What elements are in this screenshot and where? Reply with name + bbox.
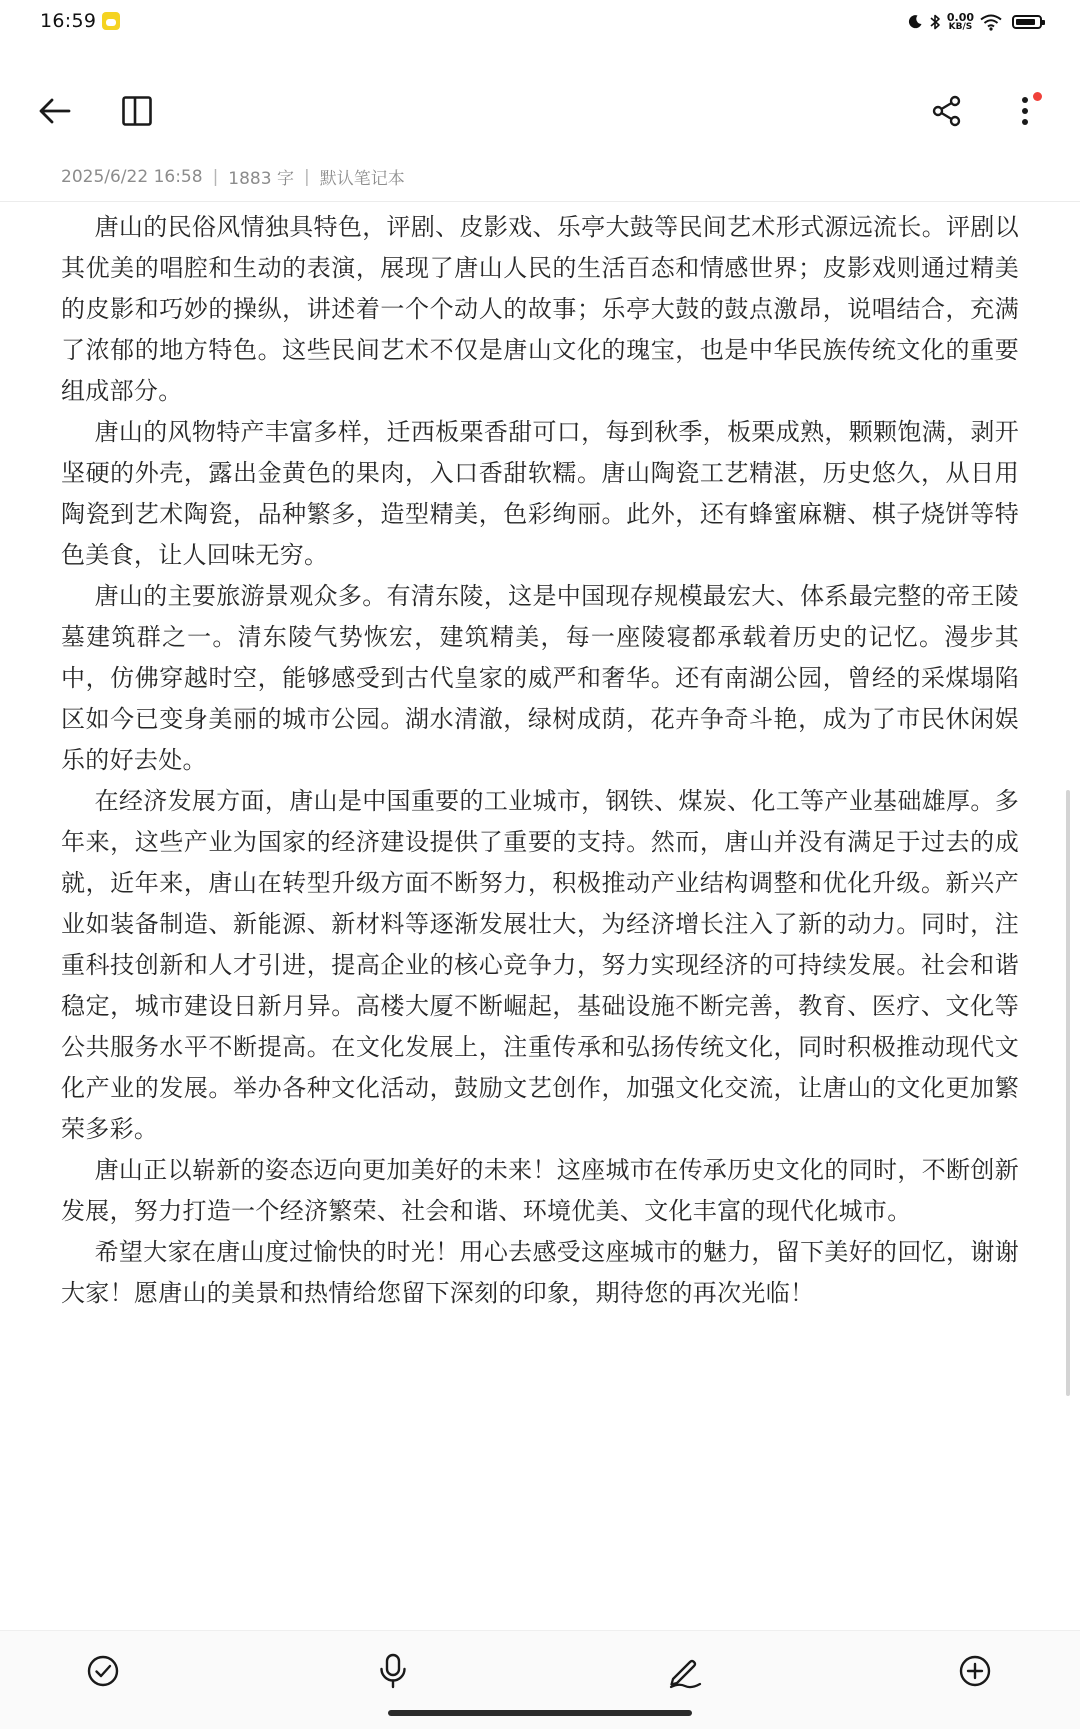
note-paragraph[interactable]: 唐山的民俗风情独具特色，评剧、皮影戏、乐亭大鼓等民间艺术形式源远流长。评剧以其优美的唱腔和生动的表演，展现了唐山人民的生活百态和情感世界；皮影戏则通过精美的皮影和巧妙的操纵，讲述着一个个动人的故事；乐亭大鼓的鼓点激昂，说唱结合，充满了浓郁的地方特色。这些民间艺术不仅是唐山文化的瑰宝，也是中华民族传统文化的重要组成部分。 bbox=[61, 213, 1019, 405]
note-body[interactable] bbox=[61, 207, 1019, 1314]
note-word-count: 1883 字 bbox=[228, 169, 294, 189]
note-paragraph[interactable]: 唐山的风物特产丰富多样，迁西板栗香甜可口，每到秋季，板栗成熟，颗颗饱满，剥开坚硬的外壳，露出金黄色的果肉，入口香甜软糯。唐山陶瓷工艺精湛，历史悠久，从日用陶瓷到艺术陶瓷，品种繁多，造型精美，色彩绚丽。此外，还有蜂蜜麻糖、棋子烧饼等特色美食，让人回味无穷。 bbox=[61, 418, 1019, 569]
add-button[interactable] bbox=[951, 1647, 999, 1695]
status-time: 16:59 bbox=[40, 10, 97, 32]
add-circle-icon bbox=[958, 1654, 992, 1688]
share-icon bbox=[931, 95, 963, 127]
handwriting-button[interactable] bbox=[661, 1647, 709, 1695]
share-button[interactable] bbox=[924, 88, 970, 134]
meta-separator: | bbox=[303, 166, 310, 187]
more-options-button[interactable] bbox=[1002, 88, 1048, 134]
bluetooth-icon bbox=[929, 13, 941, 31]
notification-dot bbox=[1033, 92, 1042, 101]
note-paragraph[interactable]: 在经济发展方面，唐山是中国重要的工业城市，钢铁、煤炭、化工等产业基础雄厚。多年来，这些产业为国家的经济建设提供了重要的支持。然而，唐山并没有满足于过去的成就，近年来，唐山在转型升级方面不断努力，积极推动产业结构调整和优化升级。新兴产业如装备制造、新能源、新材料等逐渐发展壮大，为经济增长注入了新的动力。同时，注重科技创新和人才引进，提高企业的核心竞争力，努力实现经济的可持续发展。社会和谐稳定，城市建设日新月异。高楼大厦不断崛起，基础设施不断完善，教育、医疗、文化等公共服务水平不断提高。在文化发展上，注重传承和弘扬传统文化，同时积极推动现代文化产业的发展。举办各种文化活动，鼓励文艺创作，加强文化交流，让唐山的文化更加繁荣多彩。 bbox=[61, 787, 1019, 1143]
note-paragraph[interactable]: 唐山的主要旅游景观众多。有清东陵，这是中国现存规模最宏大、体系最完整的帝王陵墓建筑群之一。清东陵气势恢宏，建筑精美，每一座陵寝都承载着历史的记忆。漫步其中，仿佛穿越时空，能够感受到古代皇家的威严和奢华。还有南湖公园，曾经的采煤塌陷区如今已变身美丽的城市公园。湖水清澈，绿树成荫，花卉争奇斗艳，成为了市民休闲娱乐的好去处。 bbox=[61, 582, 1019, 774]
note-toolbar bbox=[0, 80, 1080, 142]
back-arrow-icon bbox=[37, 93, 73, 129]
back-button[interactable] bbox=[32, 88, 78, 134]
split-view-icon bbox=[121, 95, 153, 127]
app-notification-icon bbox=[102, 12, 120, 30]
checklist-icon bbox=[86, 1654, 120, 1688]
split-view-button[interactable] bbox=[114, 88, 160, 134]
note-datetime: 2025/6/22 16:58 bbox=[61, 166, 203, 187]
more-vertical-icon bbox=[1020, 95, 1030, 127]
wifi-icon bbox=[980, 14, 1002, 31]
moon-icon bbox=[907, 14, 923, 30]
checklist-button[interactable] bbox=[79, 1647, 127, 1695]
pen-icon bbox=[667, 1653, 703, 1689]
note-meta bbox=[61, 164, 405, 189]
meta-separator: | bbox=[212, 166, 219, 187]
battery-icon bbox=[1012, 15, 1042, 29]
status-indicators bbox=[907, 10, 1042, 34]
note-paragraph[interactable]: 希望大家在唐山度过愉快的时光！用心去感受这座城市的魅力，留下美好的回忆，谢谢大家！愿唐山的美景和热情给您留下深刻的印象，期待您的再次光临！ bbox=[61, 1238, 1019, 1307]
scrollbar[interactable] bbox=[1066, 790, 1070, 1396]
status-bar bbox=[0, 0, 1080, 44]
home-indicator[interactable] bbox=[388, 1710, 692, 1716]
note-notebook[interactable]: 默认笔记本 bbox=[319, 169, 405, 189]
note-paragraph[interactable]: 唐山正以崭新的姿态迈向更加美好的未来！这座城市在传承历史文化的同时，不断创新发展，努力打造一个经济繁荣、社会和谐、环境优美、文化丰富的现代化城市。 bbox=[61, 1156, 1019, 1225]
header-divider bbox=[0, 201, 1080, 202]
microphone-icon bbox=[378, 1653, 408, 1689]
voice-input-button[interactable] bbox=[369, 1647, 417, 1695]
network-speed: 0.00 KB/S bbox=[946, 11, 974, 32]
